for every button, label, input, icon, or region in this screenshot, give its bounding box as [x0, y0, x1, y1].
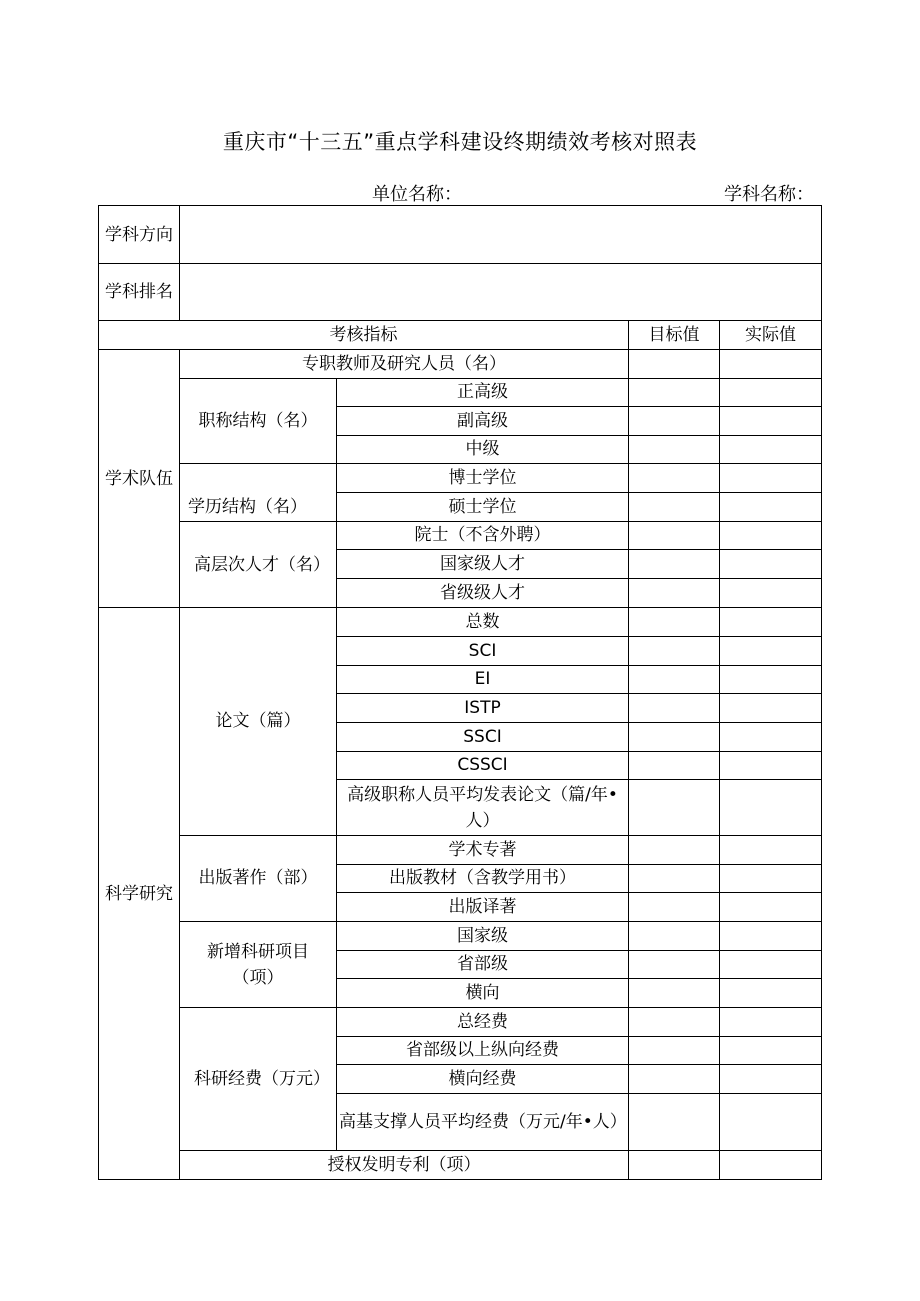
indicator-item: 高基支撑人员平均经费（万元/年•人）	[337, 1094, 629, 1151]
actual-cell[interactable]	[720, 666, 822, 694]
actual-cell[interactable]	[720, 436, 822, 464]
indicator-item: 硕士学位	[337, 493, 629, 522]
actual-cell[interactable]	[720, 836, 822, 865]
indicator-item: 学术专著	[337, 836, 629, 865]
research-section-label: 科学研究	[99, 608, 180, 1180]
indicator-item: SCI	[337, 637, 629, 666]
indicator-item: 国家级	[337, 922, 629, 951]
direction-value[interactable]	[180, 206, 822, 264]
actual-cell[interactable]	[720, 979, 822, 1008]
target-cell[interactable]	[629, 608, 720, 637]
indicator-item: 总经费	[337, 1008, 629, 1037]
target-cell[interactable]	[629, 379, 720, 407]
papers-label: 论文（篇）	[180, 608, 337, 836]
indicator-item: SSCI	[337, 723, 629, 752]
actual-cell[interactable]	[720, 865, 822, 893]
actual-cell[interactable]	[720, 893, 822, 922]
target-cell[interactable]	[629, 979, 720, 1008]
actual-header: 实际值	[720, 321, 822, 350]
target-cell[interactable]	[629, 694, 720, 723]
actual-cell[interactable]	[720, 550, 822, 579]
actual-cell[interactable]	[720, 579, 822, 608]
projects-label: 新增科研项目（项）	[180, 922, 337, 1008]
actual-cell[interactable]	[720, 1008, 822, 1037]
indicator-item: 副高级	[337, 407, 629, 436]
ranking-value[interactable]	[180, 264, 822, 321]
target-cell[interactable]	[629, 666, 720, 694]
indicator-item: 省级级人才	[337, 579, 629, 608]
indicator-item: 院士（不含外聘）	[337, 522, 629, 550]
target-cell[interactable]	[629, 436, 720, 464]
target-cell[interactable]	[629, 865, 720, 893]
indicator-item: 省部级	[337, 951, 629, 979]
actual-cell[interactable]	[720, 1094, 822, 1151]
actual-cell[interactable]	[720, 464, 822, 493]
actual-cell[interactable]	[720, 608, 822, 637]
patents-label: 授权发明专利（项）	[180, 1151, 629, 1180]
target-cell[interactable]	[629, 350, 720, 379]
target-cell[interactable]	[629, 637, 720, 666]
target-cell[interactable]	[629, 752, 720, 780]
actual-cell[interactable]	[720, 1037, 822, 1065]
funding-label: 科研经费（万元）	[180, 1008, 337, 1151]
target-cell[interactable]	[629, 1008, 720, 1037]
target-cell[interactable]	[629, 780, 720, 836]
target-cell[interactable]	[629, 407, 720, 436]
target-cell[interactable]	[629, 1151, 720, 1180]
indicator-item: 正高级	[337, 379, 629, 407]
indicator-item: 国家级人才	[337, 550, 629, 579]
actual-cell[interactable]	[720, 780, 822, 836]
actual-cell[interactable]	[720, 922, 822, 951]
team-section-label: 学术队伍	[99, 350, 180, 608]
title-structure-label: 职称结构（名）	[180, 379, 337, 464]
actual-cell[interactable]	[720, 493, 822, 522]
indicator-item: 博士学位	[337, 464, 629, 493]
indicator-header: 考核指标	[99, 321, 629, 350]
indicator-item: ISTP	[337, 694, 629, 723]
target-cell[interactable]	[629, 922, 720, 951]
target-cell[interactable]	[629, 836, 720, 865]
indicator-item: 出版译著	[337, 893, 629, 922]
target-cell[interactable]	[629, 1065, 720, 1094]
indicator-item: 高级职称人员平均发表论文（篇/年•人）	[337, 780, 629, 836]
assessment-table	[98, 205, 822, 1180]
page-title: 重庆市“十三五”重点学科建设终期绩效考核对照表	[222, 130, 698, 154]
actual-cell[interactable]	[720, 752, 822, 780]
target-cell[interactable]	[629, 893, 720, 922]
actual-cell[interactable]	[720, 694, 822, 723]
actual-cell[interactable]	[720, 350, 822, 379]
unit-name-label: 单位名称：	[372, 184, 462, 205]
target-header: 目标值	[629, 321, 720, 350]
target-cell[interactable]	[629, 1037, 720, 1065]
indicator-item: 中级	[337, 436, 629, 464]
ranking-label: 学科排名	[99, 264, 180, 321]
indicator-item: 省部级以上纵向经费	[337, 1037, 629, 1065]
target-cell[interactable]	[629, 579, 720, 608]
direction-label: 学科方向	[99, 206, 180, 264]
actual-cell[interactable]	[720, 1151, 822, 1180]
actual-cell[interactable]	[720, 723, 822, 752]
full-time-staff-label: 专职教师及研究人员（名）	[180, 350, 629, 379]
target-cell[interactable]	[629, 464, 720, 493]
indicator-item: 横向经费	[337, 1065, 629, 1094]
indicator-item: CSSCI	[337, 752, 629, 780]
indicator-item: 横向	[337, 979, 629, 1008]
degree-structure-label: 学历结构（名）	[180, 464, 337, 522]
target-cell[interactable]	[629, 951, 720, 979]
subject-name-label: 学科名称：	[724, 184, 814, 205]
target-cell[interactable]	[629, 550, 720, 579]
actual-cell[interactable]	[720, 407, 822, 436]
actual-cell[interactable]	[720, 951, 822, 979]
target-cell[interactable]	[629, 493, 720, 522]
indicator-item: EI	[337, 666, 629, 694]
actual-cell[interactable]	[720, 379, 822, 407]
publications-label: 出版著作（部）	[180, 836, 337, 922]
actual-cell[interactable]	[720, 1065, 822, 1094]
indicator-item: 出版教材（含教学用书）	[337, 865, 629, 893]
indicator-item: 总数	[337, 608, 629, 637]
actual-cell[interactable]	[720, 522, 822, 550]
actual-cell[interactable]	[720, 637, 822, 666]
target-cell[interactable]	[629, 522, 720, 550]
target-cell[interactable]	[629, 1094, 720, 1151]
talent-label: 高层次人才（名）	[180, 522, 337, 608]
target-cell[interactable]	[629, 723, 720, 752]
